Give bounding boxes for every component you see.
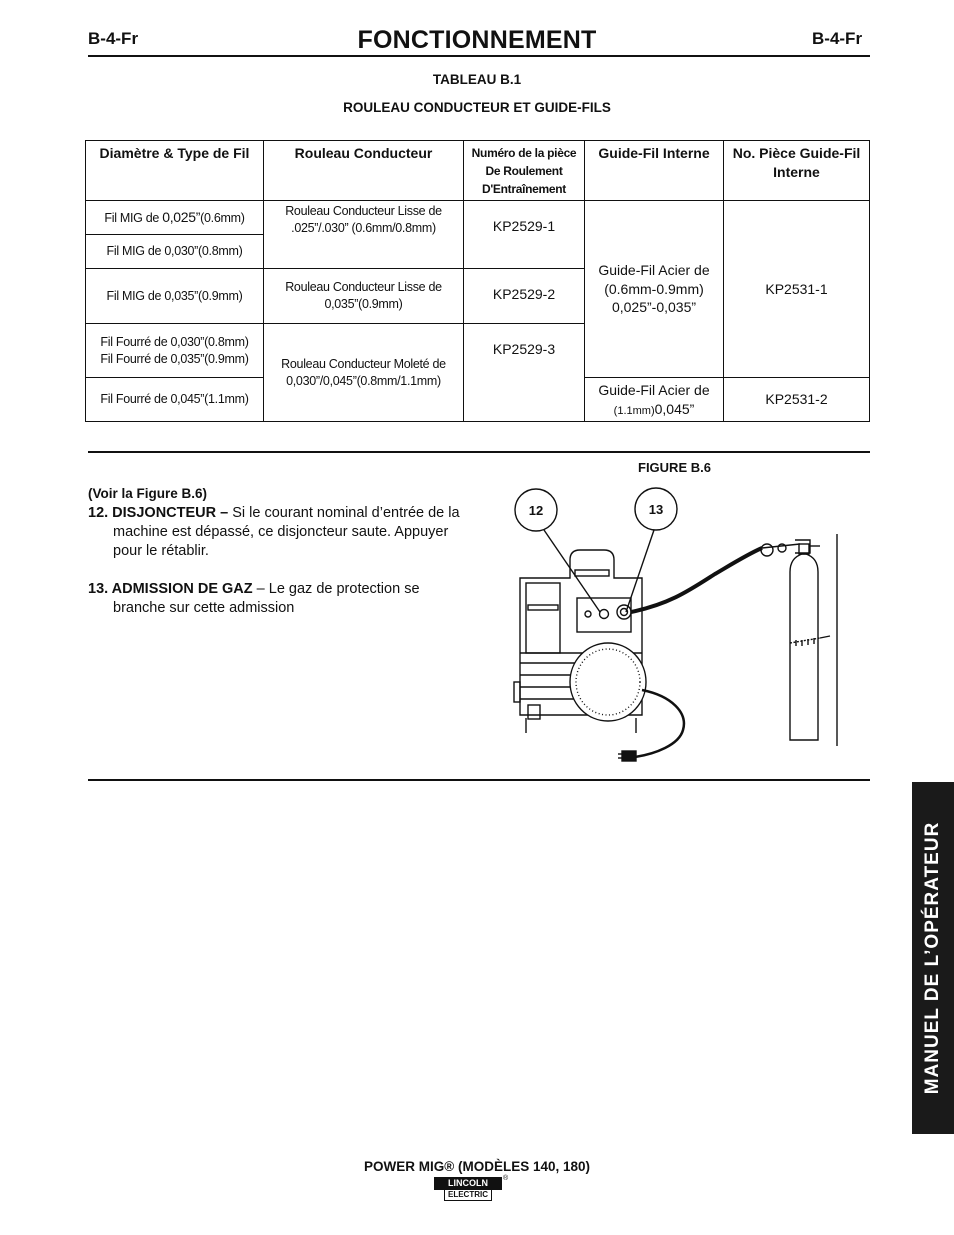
page-code-left: B-4-Fr bbox=[88, 29, 139, 48]
header-rule bbox=[88, 55, 870, 57]
section-end-rule bbox=[88, 779, 870, 781]
drive-roll-cell: Rouleau Conducteur Lisse de .025”/.030” (0.6mm/0.8mm) bbox=[264, 201, 464, 269]
guide-cell: Guide-Fil Acier de (0.6mm-0.9mm) 0,025”-0,035” bbox=[585, 201, 724, 378]
figure-reference: (Voir la Figure B.6) bbox=[88, 486, 208, 501]
manual-side-tab bbox=[912, 782, 954, 1134]
gas-cylinder bbox=[790, 544, 830, 740]
welder-gas-diagram bbox=[500, 478, 860, 778]
page-code-right: B-4-Fr bbox=[812, 29, 863, 48]
callout-13: 13 bbox=[648, 502, 664, 517]
lincoln-electric-logo: LINCOLN ELECTRIC ® bbox=[434, 1177, 502, 1201]
drive-roll-cell: Rouleau Conducteur Lisse de 0,035”(0.9mm) bbox=[264, 269, 464, 324]
table-header-row bbox=[86, 141, 870, 201]
drive-roll-part-cell: KP2529-1 bbox=[464, 201, 585, 269]
page-title: FONCTIONNEMENT bbox=[357, 26, 597, 54]
drive-roll-table bbox=[85, 140, 870, 422]
table-subcaption: ROULEAU CONDUCTEUR ET GUIDE-FILS bbox=[343, 100, 611, 115]
side-tab-label: MANUEL DE L’OPÉRATEUR bbox=[922, 821, 943, 1095]
gas-hose bbox=[631, 548, 762, 612]
header-inner-guide-part: No. Pièce Guide-Fil Interne bbox=[724, 141, 870, 201]
table-row bbox=[86, 201, 870, 235]
item-12: 12. DISJONCTEUR – Si le courant nominal d’entrée de la machine est dépassé, ce disjoncteur saute. Appuyer pour le rétablir. bbox=[88, 505, 460, 559]
figure-label: FIGURE B.6 bbox=[638, 460, 711, 475]
drive-roll-cell: Rouleau Conducteur Moleté de 0,030”/0,045”(0.8mm/1.1mm) bbox=[264, 324, 464, 422]
header-wire-type: Diamètre & Type de Fil bbox=[86, 141, 264, 201]
header-inner-guide: Guide-Fil Interne bbox=[585, 141, 724, 201]
footer-model: POWER MIG® (MODÈLES 140, 180) bbox=[364, 1159, 590, 1174]
header-drive-roll: Rouleau Conducteur bbox=[264, 141, 464, 201]
wire-cell: Fil MIG de 0,030”(0.8mm) bbox=[86, 235, 264, 269]
table-caption: TABLEAU B.1 bbox=[432, 72, 522, 87]
operation-notes bbox=[88, 484, 468, 618]
welder-machine bbox=[514, 550, 646, 733]
wire-cell: Fil MIG de 0,035”(0.9mm) bbox=[86, 269, 264, 324]
regulator bbox=[761, 540, 820, 556]
header-drive-roll-part: Numéro de la pièce De Roulement D'Entraînement bbox=[464, 141, 585, 201]
drive-roll-part-cell: KP2529-3 bbox=[464, 324, 585, 422]
drive-roll-part-cell: KP2529-2 bbox=[464, 269, 585, 324]
guide-cell: Guide-Fil Acier de (1.1mm)0,045” bbox=[585, 378, 724, 422]
wire-cell: Fil Fourré de 0,045”(1.1mm) bbox=[86, 378, 264, 422]
guide-part-cell: KP2531-2 bbox=[724, 378, 870, 422]
guide-part-cell: KP2531-1 bbox=[724, 201, 870, 378]
item-13: 13. ADMISSION DE GAZ – Le gaz de protection se branche sur cette admission bbox=[88, 581, 420, 616]
callout-12: 12 bbox=[528, 503, 544, 518]
section-rule bbox=[88, 451, 870, 453]
wire-cell: Fil Fourré de 0,030”(0.8mm) Fil Fourré de 0,035”(0.9mm) bbox=[86, 324, 264, 378]
wire-cell: Fil MIG de 0,025”(0.6mm) bbox=[86, 201, 264, 235]
